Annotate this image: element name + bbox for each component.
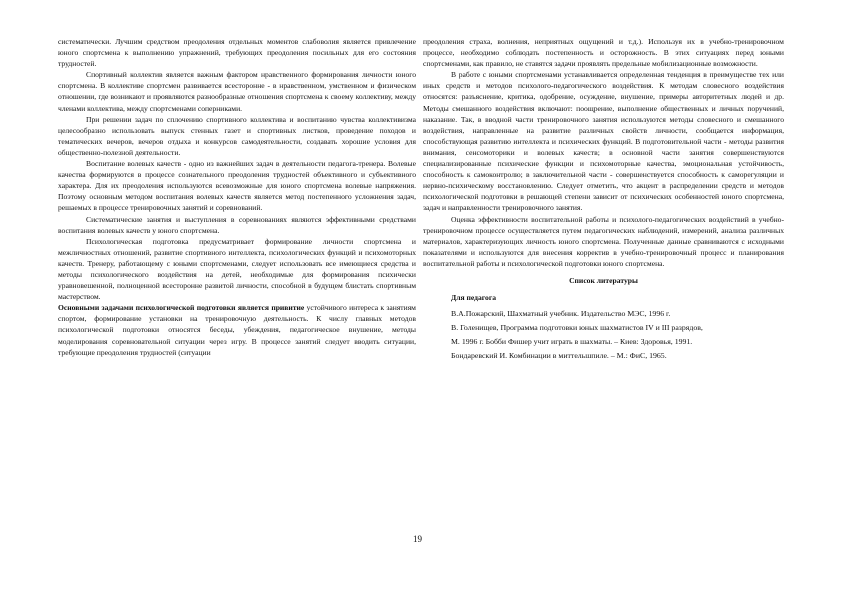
paragraph-continuation: устойчивого интереса к занятиям спортом, формирование установки на тренировочную деятельность. К числу главных методов психологической подготовки относятся беседы, убеждения, педагогическое внушение, методы моделирования соревновательной ситуации через игру. В процессе занятий следует вводить ситуации, требующие преодоления трудностей (ситуации xyxy=(58,303,416,357)
paragraph: В работе с юными спортсменами устанавливается определенная тенденция в преимуществе тех или иных средств и методов психолого-педагогического воздействия. К методам словесного воздействия относятся: разъяснение, критика, одобрение, осуждение, внушение, примеры авторитетных людей и др. Методы смешанного воздействия включают: поощрение, выполнение общественных и личных поручений, наказание. Так, в вводной части тренировочного занятия используются методы словесного и смешанного воздействия, направленные на развитие различных свойств личности, сообщается информация, способствующая развитию интеллекта и психических функций. В подготовительной части - методы развития внимания, сенсомоторики и волевых качеств; в основной части занятия совершенствуются специализированные психические функции и психомоторные качества, эмоциональная устойчивость, способность к самоконтролю; в заключительной части - совершенствуется способность к саморегуляции и нервно-психическому восстановлению. Следует отметить, что акцент в распределении средств и методов психологической подготовки в решающей степени зависит от психических особенностей юного спортсмена, задач и направленности тренировочного занятия. xyxy=(423,70,784,213)
paragraph xyxy=(58,302,416,357)
paragraph: преодоления страха, волнения, неприятных ощущений и т.д.). Используя их в учебно-тренировочном процессе, необходимо соблюдать постепенность и осторожность. В этих ситуациях перед юными спортсменами, как правило, не ставятся задачи проявлять предельные мобилизационные возможности. xyxy=(423,37,784,69)
paragraph: систематически. Лучшим средством преодоления отдельных моментов слабоволия является привлечение юного спортсмена к выполнению упражнений, требующих преодоления посильных для его состояния трудностей. xyxy=(58,37,416,69)
paragraph: Психологическая подготовка предусматривает формирование личности спортсмена и межличностных отношений, развитие спортивного интеллекта, психологических функций и психомоторных качеств. Тренеру, работающему с юными спортсменами, следует использовать все имеющиеся средства и методы психологического воздействия на детей, необходимые для формирования психически уравновешенной, полноценной всесторонне развитой личности, способной в будущем блистать спортивным мастерством. xyxy=(58,236,416,302)
bold-phrase: Основными задачами психологической подготовки является привитие xyxy=(58,303,305,313)
right-text-column xyxy=(423,36,784,363)
reference-item: В. Голенищев, Программа подготовки юных шахматистов IV и III разрядов, xyxy=(451,323,703,333)
references-heading: Список литературы xyxy=(569,275,638,285)
reference-item: Бондаревский И. Комбинации в миттельшпиле. – М.: ФиС, 1965. xyxy=(451,351,667,361)
paragraph: При решении задач по сплочению спортивного коллектива и воспитанию чувства коллективизма целесообразно использовать выпуск стенных газет и спортивных листков, проведение походов и тематических вечеров, вечеров отдыха и конкурсов самодеятельности, создавать хорошие условия для общественно-полезной деятельности. xyxy=(58,114,416,157)
paragraph: Оценка эффективности воспитательной работы и психолого-педагогических воздействий в учебно-тренировочном процессе осуществляется путем педагогических наблюдений, измерений, анализа различных материалов, характеризующих личность юного спортсмена. Полученные данные сравниваются с исходными показателями и используются для внесения корректив в учебно-тренировочный процесс и планирования воспитательной работы и психологической подготовки юного спортсмена. xyxy=(423,214,784,268)
page-number: 19 xyxy=(413,534,422,544)
paragraph: Систематические занятия и выступления в соревнованиях являются эффективными средствами воспитания волевых качеств у юного спортсмена. xyxy=(58,214,416,235)
paragraph: Спортивный коллектив является важным фактором нравственного формирования личности юного спортсмена. В коллективе спортсмен развивается всесторонне - в нравственном, умственном и физическом отношении, где возникают и проявляются разнообразные отношения спортсмена к своему коллективу, между членами коллектива, между спортсменами соперниками. xyxy=(58,70,416,113)
left-text-column xyxy=(58,36,416,358)
reference-item: В.А.Пожарский, Шахматный учебник. Издательство МЭС, 1996 г. xyxy=(451,309,671,319)
reference-item: М. 1996 г. Бобби Фишер учит играть в шахматы. – Киев: Здоровья, 1991. xyxy=(451,337,693,347)
references-subheading: Для педагога xyxy=(451,293,497,303)
paragraph: Воспитание волевых качеств - одно из важнейших задач в деятельности педагога-тренера. Волевые качества формируются в процессе сознательного преодоления трудностей объективного и субъективного характера. Для их преодоления используются всевозможные для юного спортсмена волевые напряжения. Поэтому основным методом воспитания волевых качеств является метод постепенного усложнения задач, решаемых в процессе тренировочных занятий и соревнований. xyxy=(58,159,416,213)
